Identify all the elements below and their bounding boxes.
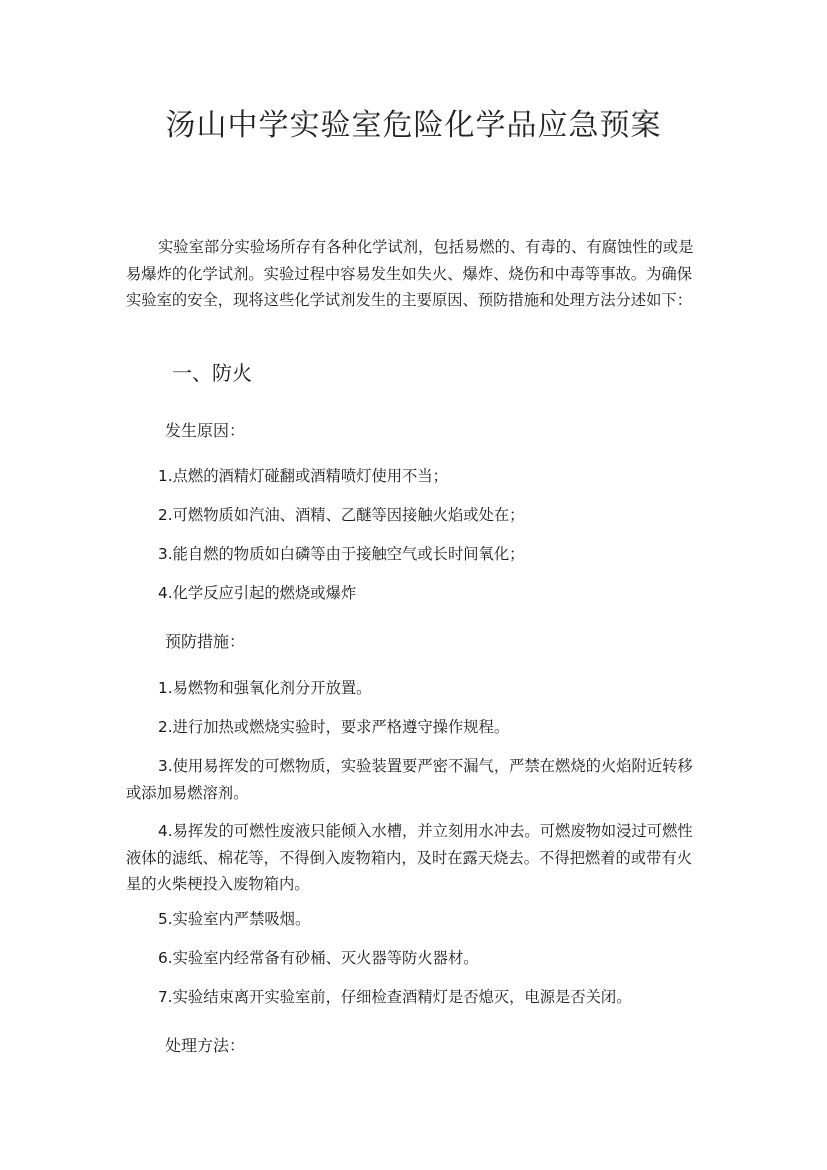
document-title: 汤山中学实验室危险化学品应急预案 xyxy=(165,108,662,143)
prevention-item: 3.使用易挥发的可燃物质，实验装置要严密不漏气，严禁在燃烧的火焰附近转移或添加易燃溶剂。 xyxy=(126,757,693,802)
prevention-item: 6.实验室内经常备有砂桶、灭火器等防火器材。 xyxy=(158,949,479,967)
causes-heading: 发生原因： xyxy=(165,421,246,440)
prevention-item: 2.进行加热或燃烧实验时，要求严格遵守操作规程。 xyxy=(158,718,510,736)
prevention-item: 7.实验结束离开实验室前，仔细检查酒精灯是否熄灭，电源是否关闭。 xyxy=(158,988,632,1006)
prevention-item: 1.易燃物和强氧化剂分开放置。 xyxy=(158,679,372,697)
handling-heading: 处理方法： xyxy=(165,1036,246,1055)
prevention-item: 5.实验室内严禁吸烟。 xyxy=(158,910,311,928)
prevention-item: 4.易挥发的可燃性废液只能倾入水槽，并立刻用水冲去。可燃废物如浸过可燃性液体的滤纸、棉花等，不得倒入废物箱内，及时在露天烧去。不得把燃着的或带有火星的火柴梗投入废物箱内。 xyxy=(126,822,693,893)
intro-paragraph: 实验室部分实验场所存有各种化学试剂，包括易燃的、有毒的、有腐蚀性的或是易爆炸的化学试剂。实验过程中容易发生如失火、爆炸、烧伤和中毒等事故。为确保实验室的安全，现将这些化学试剂发生的主要原因、预防措施和处理方法分述如下： xyxy=(126,238,694,309)
cause-item: 2.可燃物质如汽油、酒精、乙醚等因接触火焰或处在； xyxy=(158,506,525,524)
cause-item: 3.能自燃的物质如白磷等由于接触空气或长时间氧化； xyxy=(158,545,525,563)
prevention-heading: 预防措施： xyxy=(165,632,246,651)
section-heading-fire-prevention: 一、防火 xyxy=(172,361,252,385)
cause-item: 1.点燃的酒精灯碰翻或酒精喷灯使用不当； xyxy=(158,467,448,485)
cause-item: 4.化学反应引起的燃烧或爆炸 xyxy=(158,584,357,602)
